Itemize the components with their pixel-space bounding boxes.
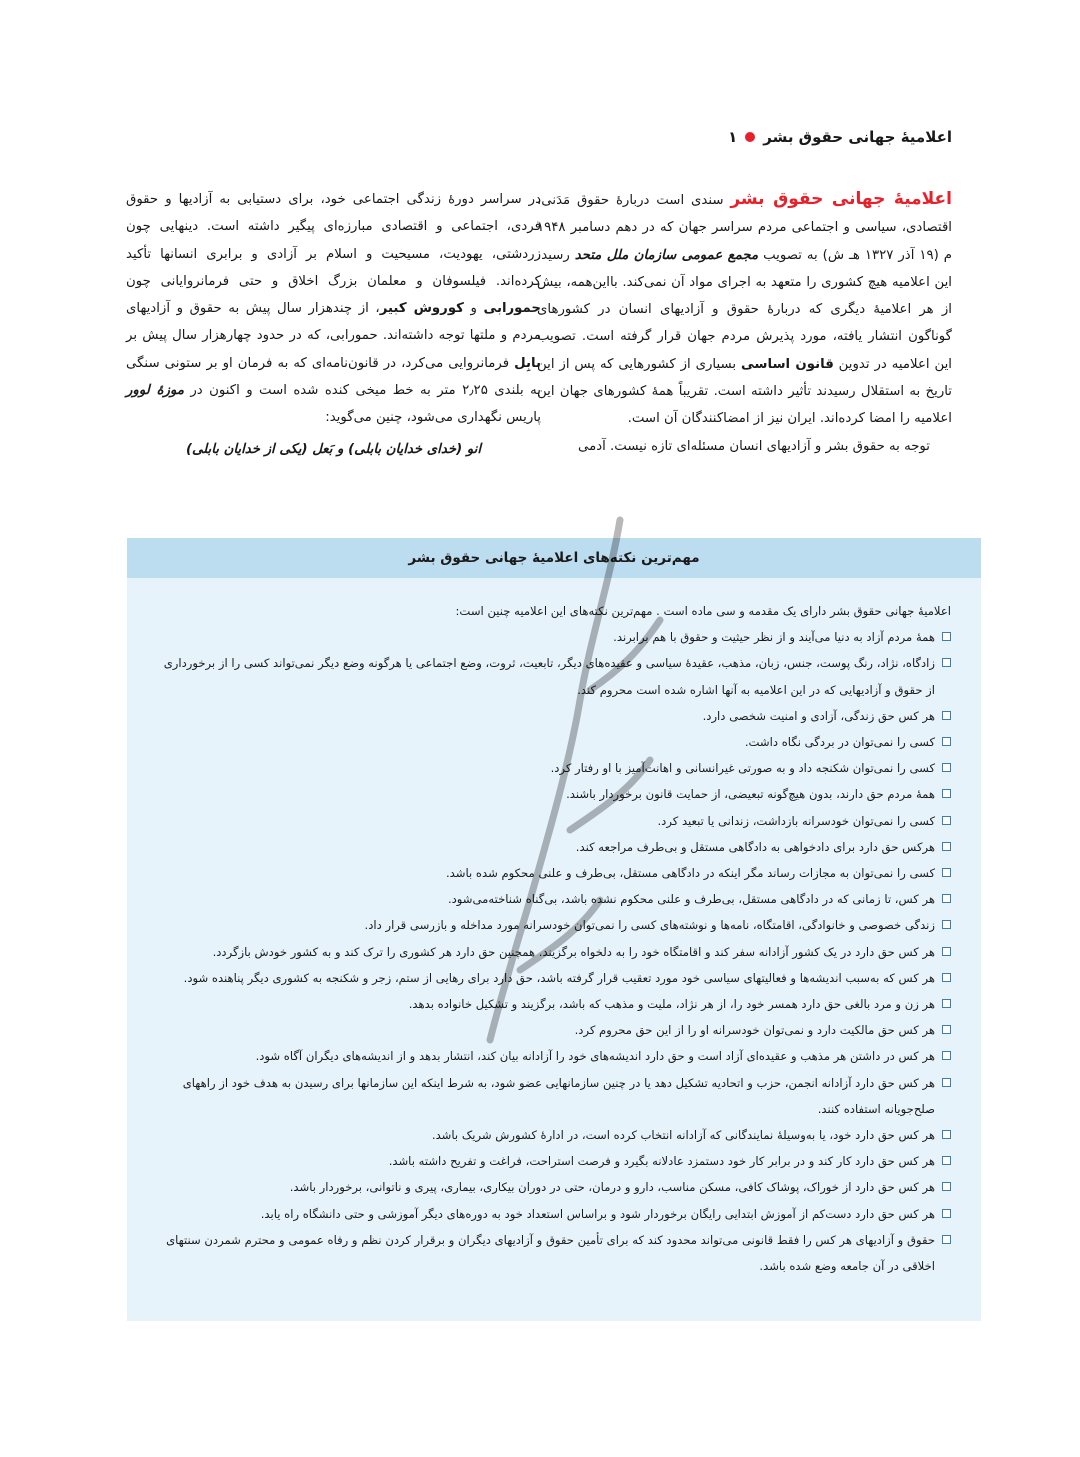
history-text-2: ، از چندهزار سال پیش به حقوق و آزادیهای مردم و ملتها توجه داشته‌اند. حمورابی، که در حدود چهارهزار سال پیش بر bbox=[126, 301, 541, 344]
list-item-text: همهٔ مردم آزاد به دنیا می‌آیند و از نظر حیثیت و حقوق با هم برابرند. bbox=[613, 630, 935, 645]
square-bullet-icon bbox=[942, 632, 951, 641]
square-bullet-icon bbox=[942, 947, 951, 956]
list-item-text: هر کس حق دارد در یک کشور آزادانه سفر کند و اقامتگاه خود را به دلخواه برگزیند. همچنین حق دارد هر کشوری را ترک کند و به کشور خودش بازگردد. bbox=[212, 944, 935, 959]
intro-text-3: بسیاری از کشورهایی که پس از این تاریخ به استقلال رسیدند تأثیر داشته است. تقریباً همهٔ کشورهای جهان این اعلامیه را امضا کرده‌اند. ایران نیز از امضاکنندگان آن است. bbox=[537, 356, 952, 427]
list-item-text: هر کس حق دارد از خوراک، پوشاک کافی، مسکن مناسب، دارو و درمان، حتی در دوران بیکاری، بیماری، پیری و ناتوانی، برخوردار باشد. bbox=[289, 1180, 935, 1195]
list-item-text: هر کس حق دارد خود، یا به‌وسیلهٔ نمایندگانی که آزادانه انتخاب کرده است، در ادارهٔ کشورش شریک باشد. bbox=[431, 1128, 935, 1143]
list-item-text: هر کس حق مالکیت دارد و نمی‌توان خودسرانه او را از این حق محروم کرد. bbox=[574, 1023, 935, 1038]
page-number: ۱ bbox=[728, 128, 738, 146]
bold-cyrus: کوروش کبیر bbox=[379, 301, 464, 317]
square-bullet-icon bbox=[942, 763, 951, 772]
list-item bbox=[157, 1122, 951, 1148]
list-item-text: هر زن و مرد بالغی حق دارد همسر خود را، از هر نژاد، ملیت و مذهب که باشد، برگزیند و تشکیل خانواده بدهد. bbox=[408, 997, 935, 1012]
list-item-text: هر کس حق دارد کار کند و در برابر کار خود دستمزد عادلانه بگیرد و فرصت استراحت، فراغت و تفریح داشته باشد. bbox=[388, 1154, 935, 1169]
list-item-text: هر کس، تا زمانی که در دادگاهی مستقل، بی‌طرف و علنی محکوم نشده باشد، بی‌گناه شناخته‌می‌شود. bbox=[447, 892, 935, 907]
history-text-3: فرمانروایی می‌کرد، در قانون‌نامه‌ای که به فرمان او بر ستونی سنگی به بلندی ۲٫۲۵ متر به خط میخی کنده شده است و اکنون در bbox=[126, 355, 541, 399]
square-bullet-icon bbox=[942, 711, 951, 720]
square-bullet-icon bbox=[942, 737, 951, 746]
list-item bbox=[157, 1174, 951, 1200]
list-item-text: کسی را نمی‌توان شکنجه داد و به صورتی غیرانسانی و اهانت‌آمیز با او رفتار کرد. bbox=[550, 761, 935, 776]
list-item-text: زندگی خصوصی و خانوادگی، اقامتگاه، نامه‌ها و نوشته‌های کسی را نمی‌توان خودسرانه مورد مداخله و بازرسی قرار داد. bbox=[364, 918, 935, 933]
square-bullet-icon bbox=[942, 842, 951, 851]
box-intro: اعلامیهٔ جهانی حقوق بشر دارای یک مقدمه و سی ماده است . مهم‌ترین نکته‌های این اعلامیه چنین است: bbox=[455, 604, 951, 618]
list-item-text: حقوق و آزادیهای هر کس را فقط قانونی می‌تواند محدود کند که برای تأمین حقوق و آزادیهای دیگران و برقرار کردن نظم و رفاه عمومی و محترم شمردن سنتهای اخلاقی در آن جامعه وضع شده باشد. bbox=[166, 1232, 935, 1274]
square-bullet-icon bbox=[942, 1078, 951, 1087]
history-text: در سراسر دورهٔ زندگی اجتماعی خود، برای دستیابی به آزادیها و حقوق فردی، اجتماعی و اقتصادی مبارزه‌ای پیگیر داشته است. دینهایی چون زردشتی، یهودیت، مسیحیت و اسلام بر آزادی و برابری انسانها تأکید کرده‌اند. فیلسوفان و معلمان بزرگ اخلاق و حتی فرمانروایانی چون bbox=[126, 192, 541, 289]
list-item-text: کسی را نمی‌توان در بردگی نگاه داشت. bbox=[744, 735, 935, 750]
box-title: مهم‌ترین نکته‌های اعلامیهٔ جهانی حقوق بشر bbox=[127, 538, 981, 578]
list-item bbox=[157, 1201, 951, 1227]
square-bullet-icon bbox=[942, 999, 951, 1008]
square-bullet-icon bbox=[942, 868, 951, 877]
square-bullet-icon bbox=[942, 1130, 951, 1139]
list-item-text: همهٔ مردم حق دارند، بدون هیچ‌گونه تبعیضی، از حمایت قانون برخوردار باشند. bbox=[566, 787, 935, 802]
history-text-and: و bbox=[463, 301, 484, 317]
list-item bbox=[157, 1227, 951, 1279]
quote-line: انو (خدای خدایان بابلی) و بَعل (یکی از خدایان بابلی) bbox=[185, 441, 482, 457]
list-item-text: هر کس که به‌سبب اندیشه‌ها و فعالیتهای سیاسی خود مورد تعقیب قرار گرفته باشد، حق دارد برای رهایی از ستم، زجر و شکنجه به کشوری دیگر پناهنده شود. bbox=[183, 970, 935, 985]
left-column bbox=[126, 186, 541, 463]
right-column bbox=[537, 186, 952, 460]
square-bullet-icon bbox=[942, 1156, 951, 1165]
square-bullet-icon bbox=[942, 658, 951, 667]
history-paragraph bbox=[126, 186, 541, 432]
bold-babylon: بابِل bbox=[514, 355, 541, 371]
list-item-text: هر کس در داشتن هر مذهب و عقیده‌ای آزاد است و حق دارد اندیشه‌های خود را آزادانه بیان کند، انتشار بدهد و از اندیشه‌های دیگران آگاه شود. bbox=[255, 1049, 935, 1064]
square-bullet-icon bbox=[942, 1235, 951, 1244]
watermark-image bbox=[420, 500, 720, 1060]
header-title: اعلامیهٔ جهانی حقوق بشر bbox=[763, 128, 952, 146]
square-bullet-icon bbox=[942, 1051, 951, 1060]
square-bullet-icon bbox=[942, 973, 951, 982]
intro-paragraph bbox=[537, 186, 952, 433]
bold-constitution: قانون اساسی bbox=[740, 356, 834, 372]
bold-un-general-assembly: مجمع عمومی سازمان ملل متحد bbox=[574, 247, 759, 263]
intro-text: سندی است دربارهٔ حقوق مَدَنی، اقتصادی، سیاسی و اجتماعی مردم سراسر جهان که در دهم دسامبر ۱۹۴۸ م (۱۹ آذر ۱۳۲۷ هـ ش) به تصویب bbox=[537, 193, 953, 263]
square-bullet-icon bbox=[942, 816, 951, 825]
bold-hammurabi: حمورابی bbox=[483, 301, 542, 317]
list-item bbox=[157, 1070, 951, 1122]
bold-louvre: موزهٔ لوور bbox=[126, 383, 184, 399]
list-item-text: هرکس حق دارد برای دادخواهی به دادگاهی مستقل و بی‌طرف مراجعه کند. bbox=[575, 839, 935, 854]
section-heading: اعلامیهٔ جهانی حقوق بشر bbox=[730, 189, 953, 209]
square-bullet-icon bbox=[942, 1209, 951, 1218]
square-bullet-icon bbox=[942, 789, 951, 798]
list-item-text: زادگاه، نژاد، رنگ پوست، جنس، زبان، مذهب، عقیدهٔ سیاسی و عقیده‌های دیگر، تابعیت، ثروت، وضع اجتماعی یا هرگونه وضع دیگر نمی‌تواند کسی را از برخورداری از حقوق و آزادیهایی که در این اعلامیه به آنها اشاره شده است محروم کند. bbox=[163, 656, 935, 697]
square-bullet-icon bbox=[942, 1025, 951, 1034]
list-item-text: هر کس حق دارد دست‌کم از آموزش ابتدایی رایگان برخوردار شود و براساس استعداد خود به دوره‌های دیگر آموزشی و حتی دانشگاه راه یابد. bbox=[260, 1206, 935, 1221]
list-item-text: هر کس حق دارد آزادانه انجمن، حزب و اتحادیه تشکیل دهد یا در چنین سازمانهایی عضو شود، به شرط اینکه این سازمانها برای رسیدن به هدف خود از راههای صلح‌جویانه استفاده کنند. bbox=[182, 1075, 935, 1116]
list-item bbox=[157, 1148, 951, 1174]
history-text-4: پاریس نگهداری می‌شود، چنین می‌گوید: bbox=[325, 410, 541, 426]
square-bullet-icon bbox=[942, 1182, 951, 1191]
square-bullet-icon bbox=[942, 894, 951, 903]
page-header bbox=[728, 122, 952, 152]
second-paragraph: توجه به حقوق بشر و آزادیهای انسان مسئله‌ای تازه نیست. آدمی bbox=[577, 438, 930, 454]
header-dot-icon bbox=[745, 132, 755, 142]
list-item-text: کسی را نمی‌توان به مجازات رساند مگر اینکه در دادگاهی مستقل، بی‌طرف و علنی محکوم شده باشد. bbox=[446, 866, 935, 881]
list-item-text: کسی را نمی‌توان خودسرانه بازداشت، زندانی یا تبعید کرد. bbox=[657, 813, 935, 828]
list-item-text: هر کس حق زندگی، آزادی و امنیت شخصی دارد. bbox=[702, 708, 935, 723]
intro-text-2: رسید. این اعلامیه هیچ کشوری را متعهد به اجرای مواد آن نمی‌کند. بااین‌همه، بیش از هر اعلامیهٔ دیگری که دربارهٔ حقوق و آزادیهای انسان در کشورهای گوناگون انتشار یافته، مورد پذیرش مردم جهان قرار گرفته است. تصویب این اعلامیه در تدوین bbox=[537, 247, 952, 372]
square-bullet-icon bbox=[942, 920, 951, 929]
